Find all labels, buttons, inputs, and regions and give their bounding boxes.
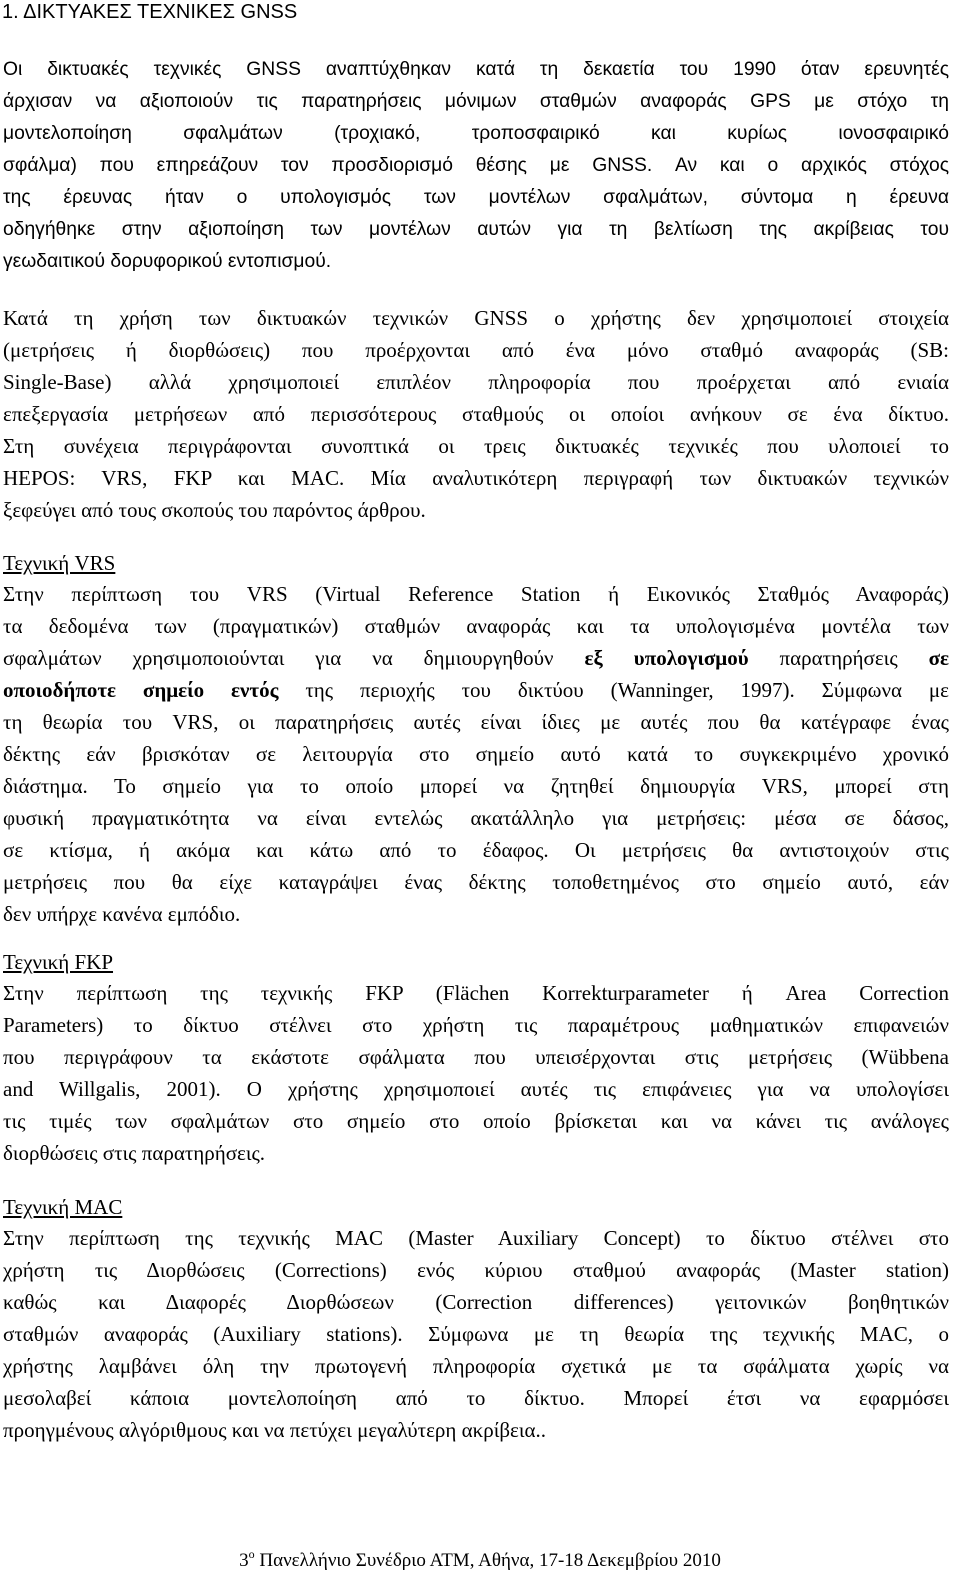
intro-paragraph: [3, 54, 949, 278]
text-line: γεωδαιτικού δορυφορικού εντοπισμού.: [3, 251, 332, 272]
text-line: Parameters) το δίκτυο στέλνει στο χρήστη τις παραμέτρους μαθηματικών επιφανειών: [3, 1013, 949, 1037]
footer-number: 3: [239, 1550, 249, 1571]
footer-text: Πανελλήνιο Συνέδριο ΑΤΜ, Αθήνα, 17-18 Δεκεμβρίου 2010: [254, 1550, 721, 1571]
text-line: που περιγράφουν τα εκάστοτε σφάλματα που υπεισέρχονται στις μετρήσεις (Wübbena: [3, 1045, 949, 1069]
text-line: χρήστη τις Διορθώσεις (Corrections) ενός κύριου σταθμού αναφοράς (Master station): [3, 1258, 949, 1282]
page-footer: [0, 1545, 960, 1577]
text-line: μετρήσεις που θα είχε καταγράψει ένας δέκτης τοποθετημένος στο σημείο αυτό, εάν: [3, 870, 949, 894]
text-line: and Willgalis, 2001). Ο χρήστης χρησιμοποιεί αυτές τις επιφάνειες για να υπολογίσει: [3, 1077, 949, 1101]
mac-paragraph: [3, 1222, 949, 1446]
text-line: Στην περίπτωση του VRS (Virtual Reference Station ή Εικονικός Σταθμός Αναφοράς): [3, 582, 949, 606]
text-line: Στην περίπτωση της τεχνικής MAC (Master Auxiliary Concept) το δίκτυο στέλνει στο: [3, 1226, 949, 1250]
text-line: επεξεργασία μετρήσεων από περισσότερους σταθμούς οι οποίοι ανήκουν σε ένα δίκτυο.: [3, 402, 949, 426]
fkp-paragraph: [3, 977, 949, 1169]
mac-heading: Τεχνική MAC: [3, 1195, 123, 1219]
text-line: καθώς και Διαφορές Διορθώσεων (Correction differences) γειτονικών βοηθητικών: [3, 1290, 949, 1314]
text-line: Στην περίπτωση της τεχνικής FKP (Flächen Korrekturparameter ή Area Correction: [3, 981, 949, 1005]
footer-ordinal: ο: [248, 1547, 255, 1561]
section-heading: 1. ΔΙΚΤΥΑΚΕΣ ΤΕΧΝΙΚΕΣ GNSS: [2, 1, 298, 23]
text-line: [3, 642, 949, 674]
text-run: της περιοχής του δικτύου (Wanninger, 1997). Σύμφωνα με: [278, 678, 949, 702]
bold-text: εξ υπολογισμού: [584, 646, 749, 670]
bold-text: σε: [928, 646, 949, 670]
text-line: σφάλμα) που επηρεάζουν τον προσδιορισμό θέσης με GNSS. Αν και ο αρχικός στόχος: [3, 155, 949, 176]
text-line: τις τιμές των σφαλμάτων στο σημείο στο οποίο βρίσκεται και να κάνει τις ανάλογες: [3, 1109, 949, 1133]
text-line: τη θεωρία του VRS, οι παρατηρήσεις αυτές είναι ίδιες με αυτές που θα κατέγραφε ένας: [3, 710, 949, 734]
text-line: μεσολαβεί κάποια μοντελοποίηση από το δίκτυο. Μπορεί έτσι να εφαρμόσει: [3, 1386, 949, 1410]
bold-text: οποιοδήποτε σημείο εντός: [3, 678, 279, 702]
text-line: Στη συνέχεια περιγράφονται συνοπτικά οι τρεις δικτυακές τεχνικές που υλοποιεί το: [3, 434, 949, 458]
text-line: μοντελοποίηση σφαλμάτων (τροχιακό, τροποσφαιρικό και κυρίως ιονοσφαιρικό: [3, 123, 949, 144]
vrs-paragraph: [3, 578, 949, 930]
text-line: (μετρήσεις ή διορθώσεις) που προέρχονται από ένα μόνο σταθμό αναφοράς (SB:: [3, 338, 949, 362]
text-run: σφαλμάτων χρησιμοποιούνται για να δημιουργηθούν: [3, 646, 585, 670]
text-line: δεν υπήρχε κανένα εμπόδιο.: [3, 902, 241, 926]
text-line: της έρευνας ήταν ο υπολογισμός των μοντέλων σφαλμάτων, σύντομα η έρευνα: [3, 187, 949, 208]
text-line: χρήστης λαμβάνει όλη την πρωτογενή πληροφορία σχετικά με τα σφάλματα χωρίς να: [3, 1354, 949, 1378]
text-line: προηγμένους αλγόριθμους και να πετύχει μεγαλύτερη ακρίβεια..: [3, 1418, 546, 1442]
vrs-heading: Τεχνική VRS: [3, 551, 116, 575]
networks-paragraph: [3, 302, 949, 526]
text-line: σταθμών αναφοράς (Auxiliary stations). Σύμφωνα με τη θεωρία της τεχνικής MAC, ο: [3, 1322, 949, 1346]
text-line: διορθώσεις στις παρατηρήσεις.: [3, 1141, 266, 1165]
text-line: διάστημα. Το σημείο για το οποίο μπορεί να ζητηθεί δημιουργία VRS, μπορεί στη: [3, 774, 949, 798]
text-line: HEPOS: VRS, FKP και MAC. Μία αναλυτικότερη περιγραφή των δικτυακών τεχνικών: [3, 466, 949, 490]
text-line: οδηγήθηκε στην αξιοποίηση των μοντέλων αυτών για τη βελτίωση της ακρίβειας του: [3, 219, 949, 240]
text-run: παρατηρήσεις: [748, 646, 929, 670]
text-line: [3, 674, 949, 706]
text-line: Κατά τη χρήση των δικτυακών τεχνικών GNSS ο χρήστης δεν χρησιμοποιεί στοιχεία: [3, 306, 949, 330]
text-line: Οι δικτυακές τεχνικές GNSS αναπτύχθηκαν κατά τη δεκαετία του 1990 όταν ερευνητές: [3, 59, 949, 80]
text-line: Single-Base) αλλά χρησιμοποιεί επιπλέον πληροφορία που προέρχεται από ενιαία: [3, 370, 949, 394]
text-line: σε κτίσμα, ή ακόμα και κάτω από το έδαφος. Οι μετρήσεις θα αντιστοιχούν στις: [3, 838, 949, 862]
text-line: ξεφεύγει από τους σκοπούς του παρόντος άρθρου.: [3, 498, 426, 522]
text-line: δέκτης εάν βρισκόταν σε λειτουργία στο σημείο αυτό κατά το συγκεκριμένο χρονικό: [3, 742, 949, 766]
text-line: άρχισαν να αξιοποιούν τις παρατηρήσεις μόνιμων σταθμών αναφοράς GPS με στόχο τη: [3, 91, 949, 112]
text-line: φυσική πραγματικότητα να είναι εντελώς ακατάλληλο για μετρήσεις: μέσα σε δάσος,: [3, 806, 949, 830]
fkp-heading: Τεχνική FKP: [3, 950, 114, 974]
text-line: τα δεδομένα των (πραγματικών) σταθμών αναφοράς και τα υπολογισμένα μοντέλα των: [3, 614, 949, 638]
